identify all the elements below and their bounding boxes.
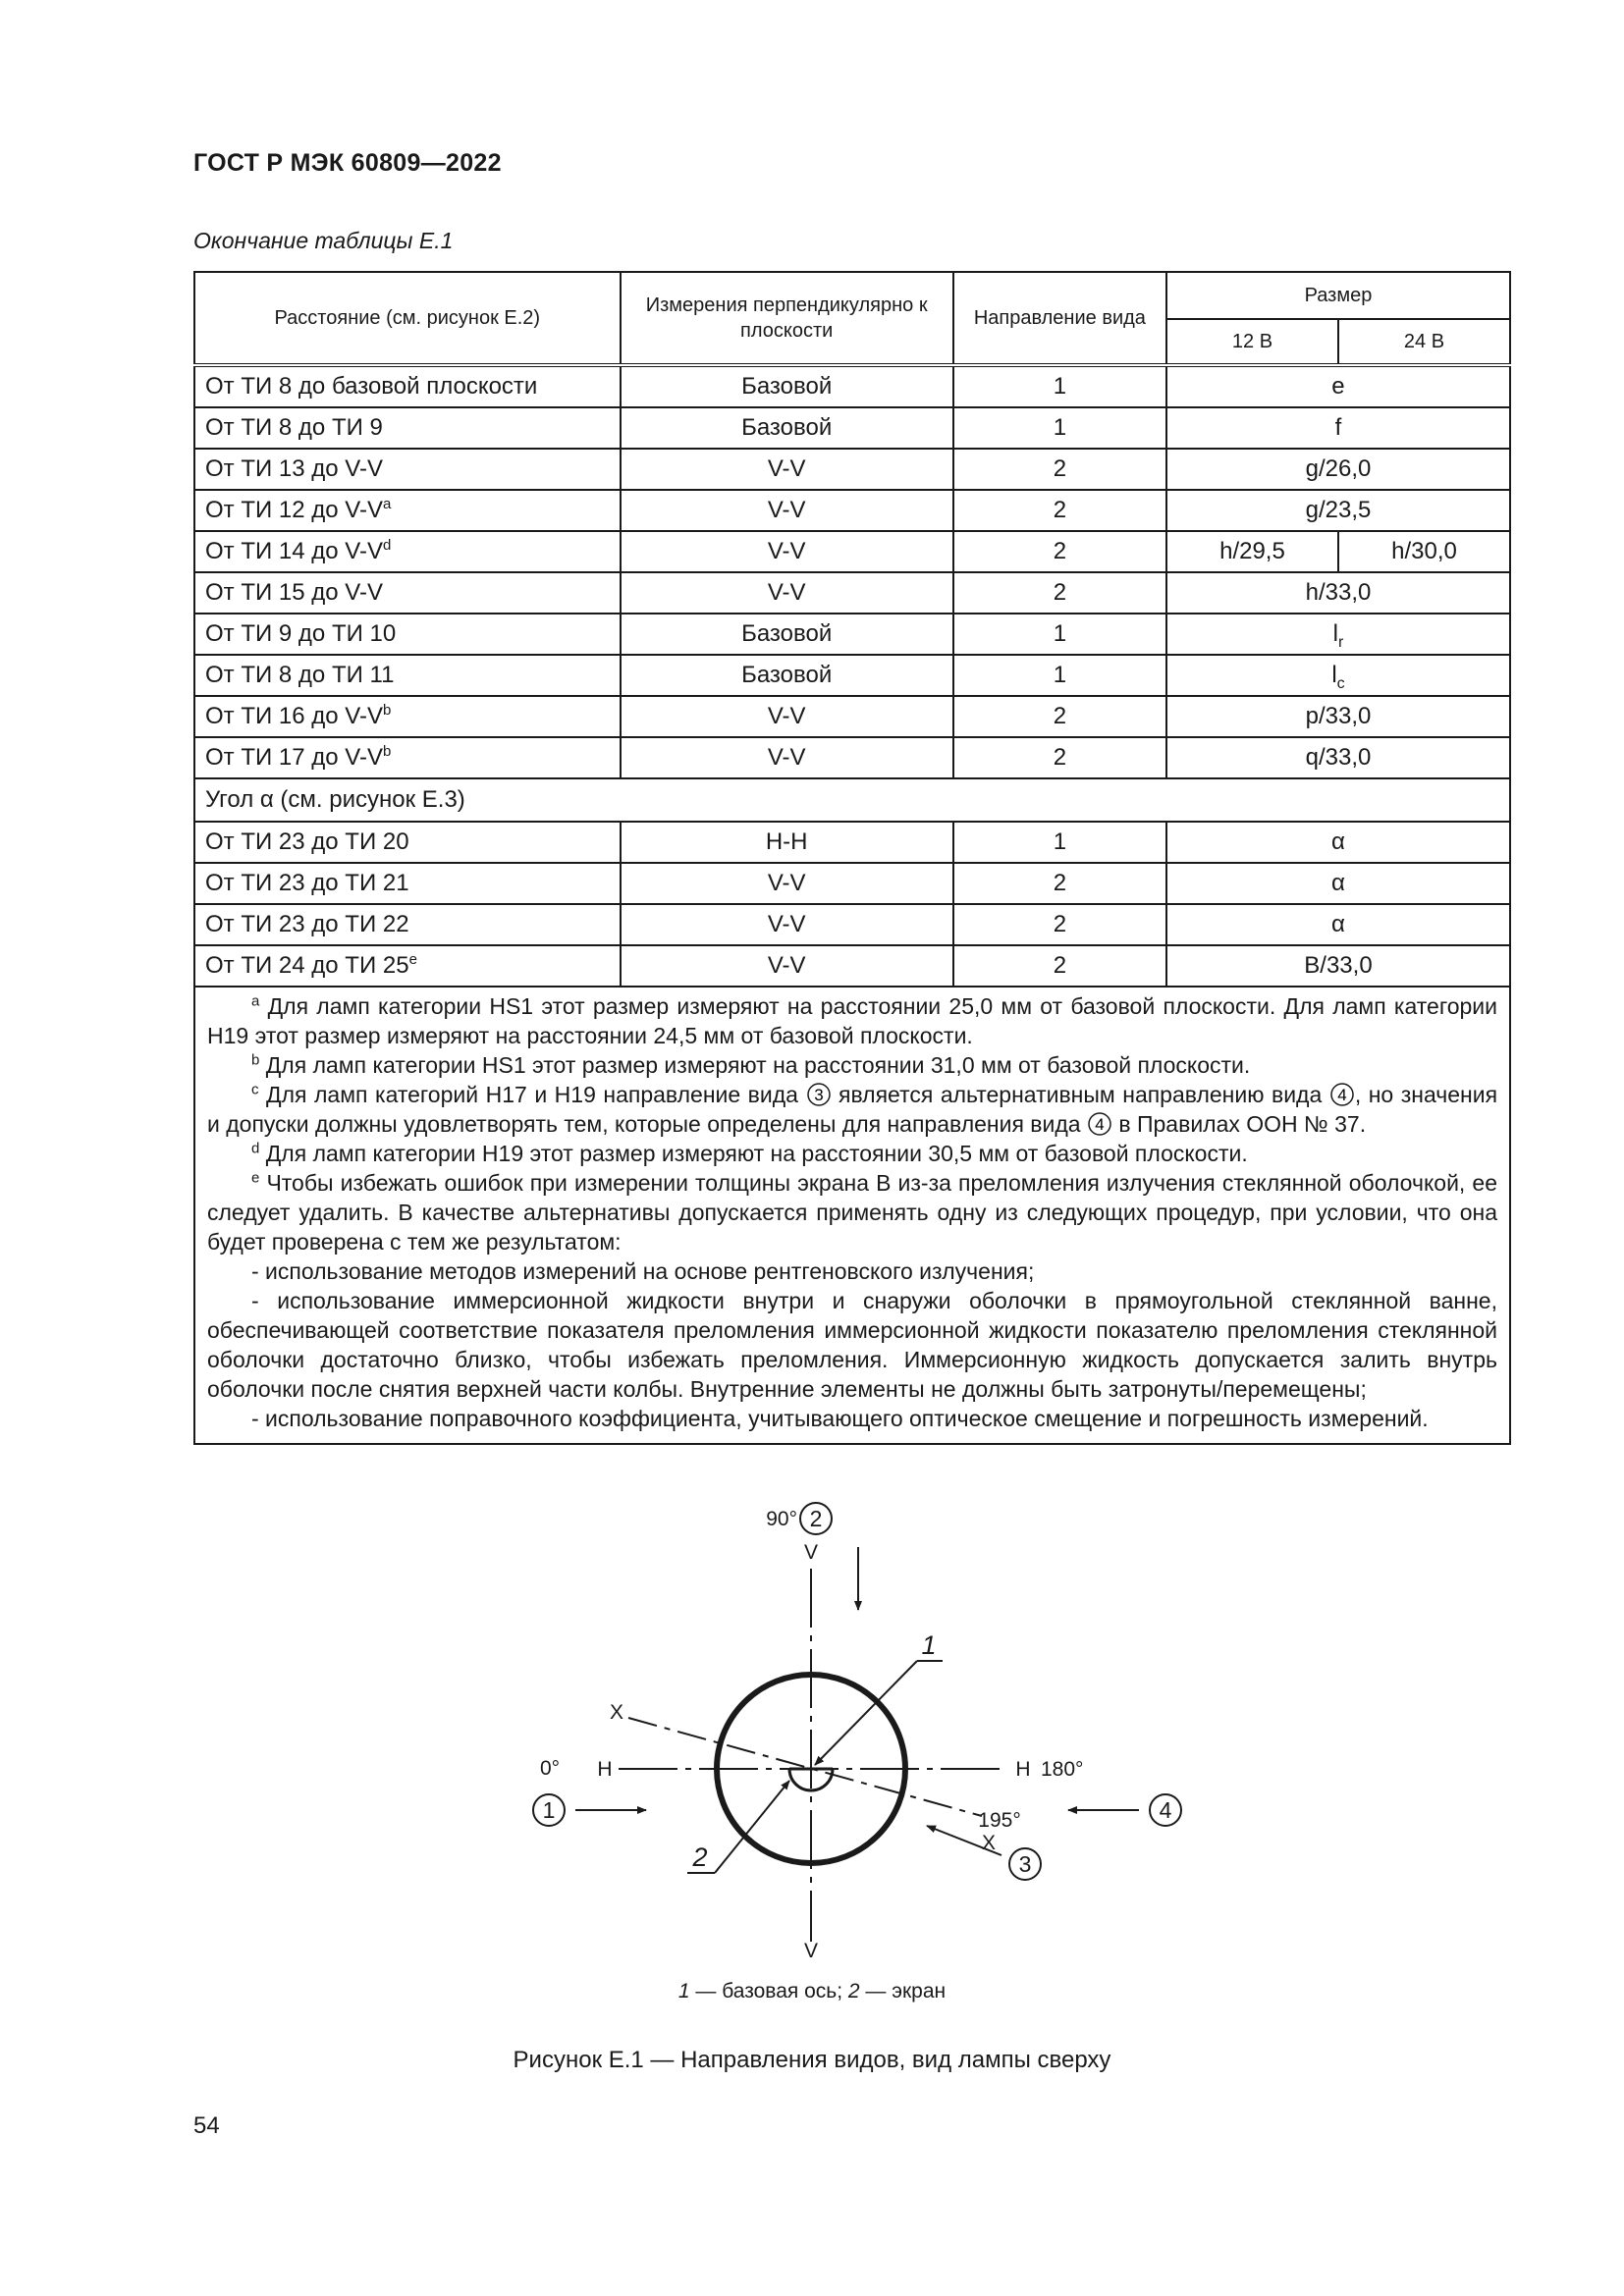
header-measure: Измерения перпендикулярно к плоскости <box>621 272 953 365</box>
table-notes <box>194 987 1510 1444</box>
note-b: $^b$ Для ламп категории HS1 этот размер измеряют на расстоянии 31,0 мм от базовой плоскости. <box>251 1051 1251 1078</box>
row-measure: H-H <box>621 822 953 863</box>
footnote-ref: d <box>382 537 392 554</box>
note-e: $^e$ Чтобы избежать ошибок при измерении толщины экрана В из-за преломления излучения стеклянной оболочкой, ее следует удалить. В качестве альтернативы допускается применять одну из следующих процедур, при условии, что она будет проверена с тем же результатом: <box>207 1169 1497 1255</box>
table-row <box>194 737 1510 778</box>
table-row <box>194 407 1510 449</box>
row-name: От ТИ 23 до ТИ 22 <box>194 904 621 945</box>
row-size-12v: h/29,5 <box>1166 531 1338 572</box>
table-row <box>194 531 1510 572</box>
svg-text:4: 4 <box>1095 1115 1105 1134</box>
view-4-marker <box>1150 1794 1181 1826</box>
row-name: От ТИ 9 до ТИ 10 <box>194 614 621 655</box>
row-measure: V-V <box>621 737 953 778</box>
page-number: 54 <box>193 2112 220 2139</box>
table-row <box>194 904 1510 945</box>
row-size: g/23,5 <box>1166 490 1510 531</box>
svg-text:4: 4 <box>1337 1086 1347 1104</box>
row-direction: 2 <box>953 945 1166 987</box>
row-size: B/33,0 <box>1166 945 1510 987</box>
table-e1 <box>193 271 1511 1445</box>
row-size: $l_r$ <box>1166 614 1510 655</box>
note-e-item: - использование иммерсионной жидкости внутри и снаружи оболочки в прямоугольной стеклянной ванне, обеспечивающей соответствие показателя преломления иммерсионной жидкости показателю преломления стеклянной оболочки достаточно близко, чтобы избежать преломления. Иммерсионную жидкость допускается залить внутрь оболочки после снятия верхней части колбы. Внутренние элементы не должны быть затронуты/перемещены; <box>207 1288 1497 1402</box>
note-e-item: - использование поправочного коэффициента, учитывающего оптическое смещение и погрешность измерений. <box>251 1406 1429 1431</box>
row-size: g/26,0 <box>1166 449 1510 490</box>
table-row <box>194 696 1510 737</box>
size-subscript: r <box>1337 633 1344 651</box>
row-measure: Базовой <box>621 407 953 449</box>
view-1-marker <box>533 1794 565 1826</box>
row-size: α <box>1166 822 1510 863</box>
row-size: e <box>1166 365 1510 407</box>
label-v-top: V <box>803 1541 819 1564</box>
label-180: 180° <box>1041 1758 1084 1781</box>
row-size: α <box>1166 863 1510 904</box>
row-direction: 2 <box>953 572 1166 614</box>
row-measure: V-V <box>621 531 953 572</box>
note-e-item: - использование методов измерений на основе рентгеновского излучения; <box>251 1258 1035 1284</box>
figure-caption: Рисунок Е.1 — Направления видов, вид лампы сверху <box>513 2047 1111 2073</box>
row-name: От ТИ 17 до $V-V^b$ <box>194 737 621 778</box>
table-continuation-caption: Окончание таблицы Е.1 <box>193 228 454 253</box>
table-row <box>194 572 1510 614</box>
label-x-right: X <box>981 1832 997 1854</box>
row-direction: 2 <box>953 531 1166 572</box>
row-name: От ТИ 8 до базовой плоскости <box>194 365 621 407</box>
footnote-ref: a <box>382 496 392 512</box>
row-name: От ТИ 15 до V-V <box>194 572 621 614</box>
svg-text:1: 1 <box>542 1797 556 1823</box>
row-measure: V-V <box>621 945 953 987</box>
row-size: p/33,0 <box>1166 696 1510 737</box>
row-direction: 1 <box>953 407 1166 449</box>
svg-text:3: 3 <box>813 1086 824 1104</box>
row-name: От ТИ 24 до ТИ 25e <box>194 945 621 987</box>
table-row <box>194 822 1510 863</box>
callout-2: 2 <box>692 1842 708 1872</box>
table-row <box>194 863 1510 904</box>
svg-text:2: 2 <box>809 1506 823 1531</box>
row-measure: Базовой <box>621 614 953 655</box>
table-row <box>194 945 1510 987</box>
svg-text:4: 4 <box>1159 1797 1172 1823</box>
row-direction: 1 <box>953 822 1166 863</box>
callout-1: 1 <box>921 1630 937 1660</box>
row-size: q/33,0 <box>1166 737 1510 778</box>
label-x-left: X <box>609 1701 624 1724</box>
row-direction: 1 <box>953 365 1166 407</box>
row-measure: Базовой <box>621 655 953 696</box>
note-c: $^c$ Для ламп категорий H17 и H19 направление вида 3 является альтернативным направлению вида 4 , но значения и допуски должны удовлетворять тем, которые определены для направления вида 4 в Правилах ООН № 37. <box>207 1081 1498 1137</box>
table-row <box>194 614 1510 655</box>
note-a: $^a$ Для ламп категории HS1 этот размер измеряют на расстоянии 25,0 мм от базовой плоскости. Для ламп категории H19 этот размер измеряют на расстоянии 24,5 мм от базовой плоскости. <box>207 992 1497 1048</box>
table-section-row <box>194 778 1510 822</box>
label-h-left: H <box>597 1758 613 1781</box>
row-name: От ТИ 8 до ТИ 11 <box>194 655 621 696</box>
header-distance: Расстояние (см. рисунок Е.2) <box>194 272 621 365</box>
document-header: ГОСТ Р МЭК 60809—2022 <box>193 149 502 177</box>
row-size-24v: h/30,0 <box>1338 531 1510 572</box>
row-name: От ТИ 8 до ТИ 9 <box>194 407 621 449</box>
row-name: От ТИ 16 до $V-V^b$ <box>194 696 621 737</box>
table-row <box>194 449 1510 490</box>
row-measure: V-V <box>621 863 953 904</box>
row-name: От ТИ 12 до $V-V^a$ <box>194 490 621 531</box>
view-2-marker <box>800 1503 832 1534</box>
row-measure: V-V <box>621 904 953 945</box>
footnote-ref: e <box>408 951 417 968</box>
label-90: 90° <box>766 1508 797 1530</box>
header-12v: 12 В <box>1166 319 1338 365</box>
label-v-bottom: V <box>803 1940 819 1962</box>
row-measure: V-V <box>621 490 953 531</box>
axis-x-x <box>628 1718 982 1816</box>
table-row <box>194 490 1510 531</box>
row-measure: V-V <box>621 696 953 737</box>
circled-4-icon <box>1329 1082 1355 1107</box>
label-195: 195° <box>978 1809 1021 1832</box>
row-measure: Базовой <box>621 365 953 407</box>
figure-legend: 1 — базовая ось; 2 — экран <box>677 1980 947 2002</box>
row-direction: 1 <box>953 614 1166 655</box>
view-directions-diagram <box>491 1482 1198 1963</box>
note-d: $^d$ Для ламп категории H19 этот размер измеряют на расстоянии 30,5 мм от базовой плоскости. <box>251 1140 1248 1166</box>
label-h-right: H <box>1015 1758 1031 1781</box>
row-size: $l_c$ <box>1166 655 1510 696</box>
table-row <box>194 365 1510 407</box>
row-direction: 2 <box>953 863 1166 904</box>
angle-heading: Угол α (см. рисунок Е.3) <box>194 778 1510 822</box>
row-direction: 2 <box>953 696 1166 737</box>
footnote-ref: b <box>382 743 392 760</box>
svg-text:3: 3 <box>1018 1851 1032 1877</box>
table-row <box>194 655 1510 696</box>
circled-4-icon <box>1087 1111 1112 1137</box>
row-measure: V-V <box>621 572 953 614</box>
size-subscript: c <box>1336 674 1345 692</box>
header-size: Размер <box>1166 272 1510 319</box>
circled-3-icon <box>806 1082 832 1107</box>
row-direction: 2 <box>953 904 1166 945</box>
row-direction: 2 <box>953 449 1166 490</box>
row-name: От ТИ 13 до V-V <box>194 449 621 490</box>
header-direction: Направление вида <box>953 272 1166 365</box>
row-size: f <box>1166 407 1510 449</box>
label-0: 0° <box>539 1757 561 1780</box>
footnote-ref: b <box>382 702 392 719</box>
row-name: От ТИ 23 до ТИ 21 <box>194 863 621 904</box>
row-direction: 1 <box>953 655 1166 696</box>
header-24v: 24 В <box>1338 319 1510 365</box>
row-measure: V-V <box>621 449 953 490</box>
row-size: α <box>1166 904 1510 945</box>
row-name: От ТИ 23 до ТИ 20 <box>194 822 621 863</box>
row-size: h/33,0 <box>1166 572 1510 614</box>
row-direction: 2 <box>953 490 1166 531</box>
row-name: От ТИ 14 до $V-V^d$ <box>194 531 621 572</box>
view-3-marker <box>1009 1848 1041 1880</box>
row-direction: 2 <box>953 737 1166 778</box>
table-notes-row <box>194 987 1510 1444</box>
